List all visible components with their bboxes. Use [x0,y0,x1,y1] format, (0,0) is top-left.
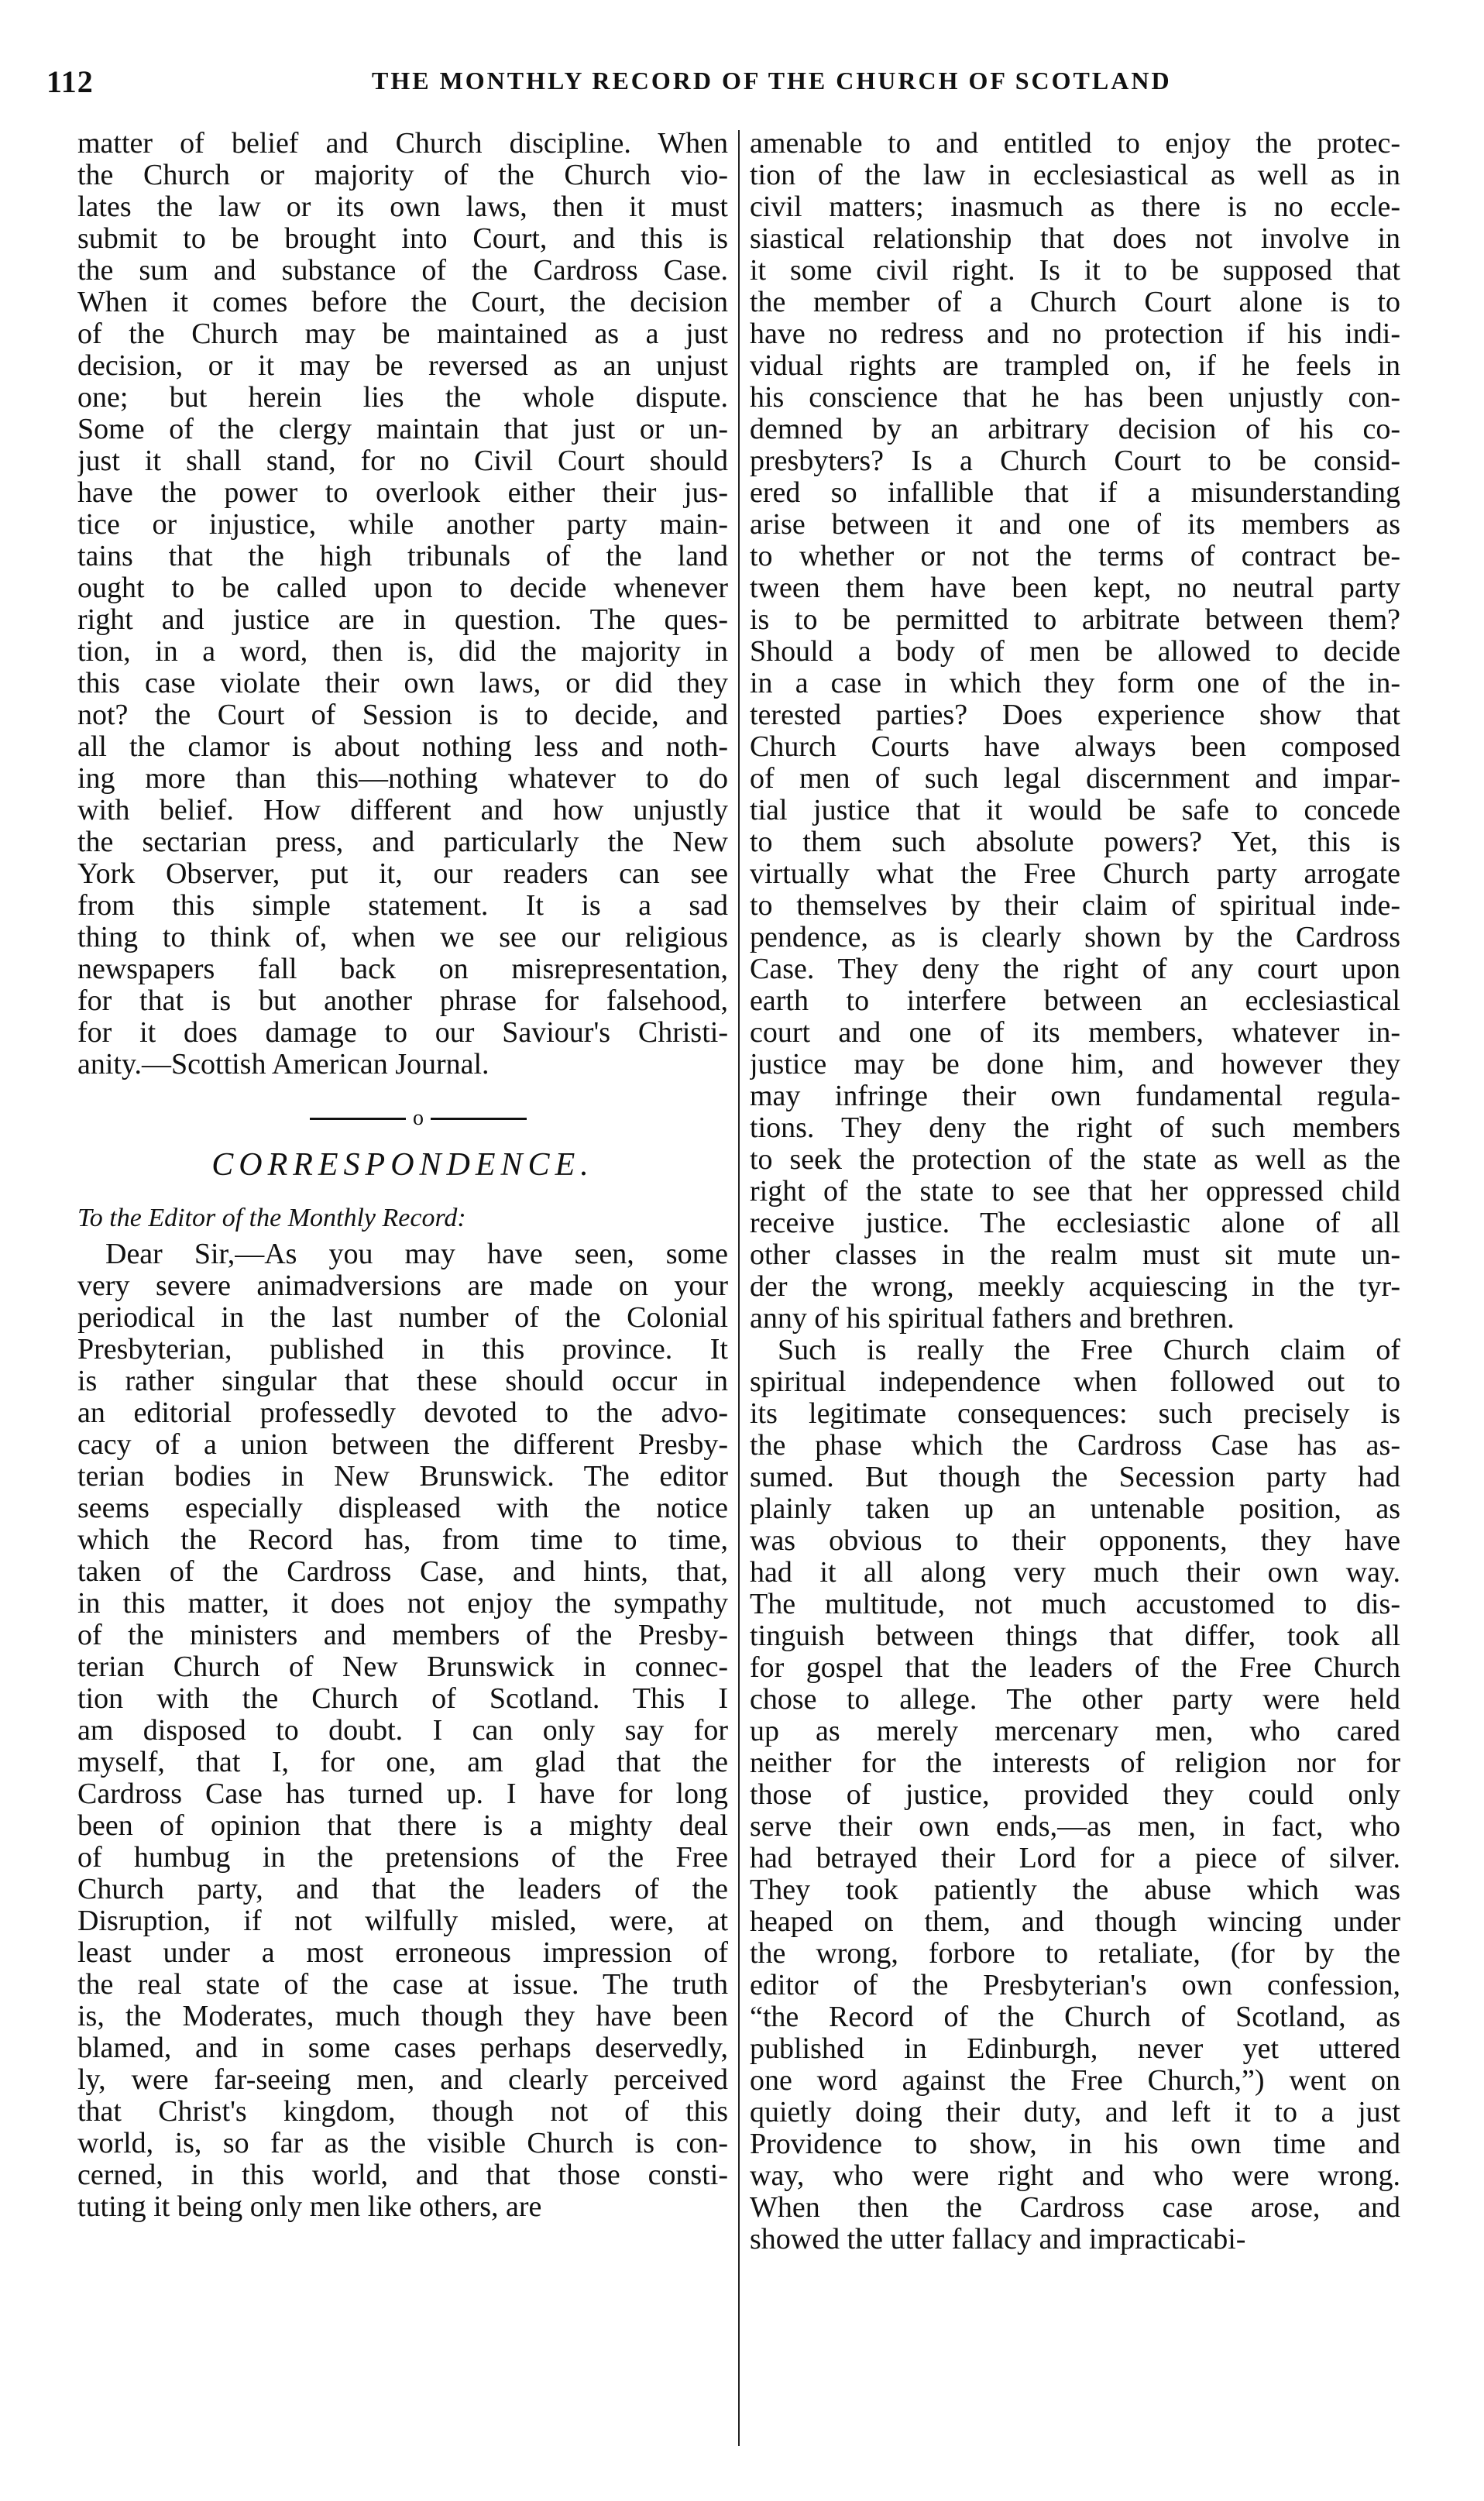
right-column [750,128,1400,2451]
text-line: published in Edinburgh, never yet uttered [750,2033,1400,2065]
text-line: presbyters? Is a Church Court to be consid- [750,445,1400,477]
text-line: least under a most erroneous impression of [77,1937,728,1969]
page-header [46,64,1441,110]
text-line: tions. They deny the right of such members [750,1112,1400,1144]
text-line: the member of a Church Court alone is to [750,287,1400,318]
text-line: Case. They deny the right of any court upon [750,953,1400,985]
page-number: 112 [46,64,94,99]
text-line: up as merely mercenary men, who cared [750,1716,1400,1747]
text-line: to themselves by their claim of spiritual inde- [750,890,1400,922]
running-title: THE MONTHLY RECORD OF THE CHURCH OF SCOTLAND [372,67,1172,94]
text-line: taken of the Cardross Case, and hints, that, [77,1556,728,1588]
text-line: “the Record of the Church of Scotland, as [750,2001,1400,2033]
text-line: tion, in a word, then is, did the majority in [77,636,728,668]
text-line: Such is really the Free Church claim of [778,1335,1400,1366]
text-line: ly, were far-seeing men, and clearly perceived [77,2064,728,2096]
text-line: civil matters; inasmuch as there is no eccle- [750,191,1400,223]
text-line: blamed, and in some cases perhaps deservedly, [77,2032,728,2064]
text-line: those of justice, provided they could only [750,1779,1400,1811]
letter-address: To the Editor of the Monthly Record: [77,1204,466,1232]
text-line: virtually what the Free Church party arrogate [750,858,1400,890]
text-line: right of the state to see that her oppressed child [750,1176,1400,1208]
text-line: the phase which the Cardross Case has as- [750,1430,1400,1462]
text-line: vidual rights are trampled on, if he feels in [750,350,1400,382]
text-line: have the power to overlook either their jus- [77,477,728,509]
text-line: anity.—Scottish American Journal. [77,1049,490,1080]
text-line: to them such absolute powers? Yet, this is [750,826,1400,858]
text-line: the sectarian press, and particularly the New [77,826,728,858]
text-line: submit to be brought into Court, and this is [77,223,728,255]
text-line: the real state of the case at issue. The truth [77,1969,728,2001]
text-line: not? the Court of Session is to decide, and [77,699,728,731]
text-line: pendence, as is clearly shown by the Cardross [750,922,1400,953]
text-line: Presbyterian, published in this province. It [77,1334,728,1366]
text-line: terested parties? Does experience show that [750,699,1400,731]
text-line: neither for the interests of religion nor for [750,1747,1400,1779]
text-line: way, who were right and who were wrong. [750,2160,1400,2192]
text-line: serve their own ends,—as men, in fact, who [750,1811,1400,1843]
text-line: world, is, so far as the visible Church is con- [77,2128,728,2159]
text-line: cacy of a union between the different Presby- [77,1429,728,1461]
column-divider [738,130,740,2446]
text-line: newspapers fall back on misrepresentation, [77,953,728,985]
text-line: der the wrong, meekly acquiescing in the tyr- [750,1271,1400,1303]
text-line: Dear Sir,—As you may have seen, some [105,1238,728,1270]
text-line: had it all along very much their own way. [750,1557,1400,1589]
text-line: am disposed to doubt. I can only say for [77,1715,728,1747]
text-line: have no redress and no protection if his indi- [750,318,1400,350]
text-line: is rather singular that these should occur in [77,1366,728,1397]
text-line: matter of belief and Church discipline. When [77,128,728,160]
text-line: tuting it being only men like others, are [77,2191,542,2223]
text-line: is to be permitted to arbitrate between them? [750,604,1400,636]
text-line: in a case in which they form one of the in- [750,668,1400,699]
letter-body [77,1238,728,2223]
text-line: tice or injustice, while another party main- [77,509,728,541]
text-line: to seek the protection of the state as well as the [750,1144,1400,1176]
section-heading: CORRESPONDENCE. [211,1147,594,1183]
text-line: editor of the Presbyterian's own confession, [750,1970,1400,2001]
text-line: just it shall stand, for no Civil Court should [77,445,728,477]
text-line: to whether or not the terms of contract be- [750,541,1400,572]
text-line: for that is but another phrase for falsehood, [77,985,728,1017]
text-line: showed the utter fallacy and impracticabi- [750,2224,1246,2255]
text-line: it some civil right. Is it to be supposed that [750,255,1400,287]
text-line: an editorial professedly devoted to the advo- [77,1397,728,1429]
text-line: with belief. How different and how unjustly [77,795,728,826]
text-line: of the ministers and members of the Presby- [77,1620,728,1651]
text-line: may infringe their own fundamental regula- [750,1080,1400,1112]
text-line: his conscience that he has been unjustly con- [750,382,1400,414]
text-line: ought to be called upon to decide whenever [77,572,728,604]
text-line: terian bodies in New Brunswick. The editor [77,1461,728,1493]
text-line: York Observer, put it, our readers can see [77,858,728,890]
text-line: periodical in the last number of the Colonial [77,1302,728,1334]
text-line: amenable to and entitled to enjoy the protec- [750,128,1400,160]
text-line: one; but herein lies the whole dispute. [77,382,728,414]
text-line: The multitude, not much accustomed to dis- [750,1589,1400,1620]
text-line: right and justice are in question. The ques- [77,604,728,636]
text-line: that Christ's kingdom, though not of this [77,2096,728,2128]
left-column-body [77,128,728,1080]
text-line: which the Record has, from time to time, [77,1524,728,1556]
text-line: myself, that I, for one, am glad that the [77,1747,728,1778]
text-line: of men of such legal discernment and impar- [750,763,1400,795]
text-line: very severe animadversions are made on your [77,1270,728,1302]
text-line: quietly doing their duty, and left it to a just [750,2097,1400,2128]
text-line: chose to allege. The other party were held [750,1684,1400,1716]
text-line: When then the Cardross case arose, and [750,2192,1400,2224]
text-line: in this matter, it does not enjoy the sympathy [77,1588,728,1620]
text-line: ing more than this—nothing whatever to do [77,763,728,795]
text-line: is, the Moderates, much though they have been [77,2001,728,2032]
text-line: been of opinion that there is a mighty deal [77,1810,728,1842]
text-line: Some of the clergy maintain that just or un- [77,414,728,445]
text-line: lates the law or its own laws, then it must [77,191,728,223]
text-line: tial justice that it would be safe to concede [750,795,1400,826]
text-line: Disruption, if not wilfully misled, were, at [77,1905,728,1937]
text-line: cerned, in this world, and that those consti- [77,2159,728,2191]
text-line: Cardross Case has turned up. I have for long [77,1778,728,1810]
text-line: was obvious to their opponents, they have [750,1525,1400,1557]
text-line: for gospel that the leaders of the Free Church [750,1652,1400,1684]
text-line: anny of his spiritual fathers and brethren. [750,1303,1235,1335]
text-line: sumed. But though the Secession party had [750,1462,1400,1493]
text-line: tinguish between things that differ, took all [750,1620,1400,1652]
text-line: for it does damage to our Saviour's Christi- [77,1017,728,1049]
text-line: seems especially displeased with the notice [77,1493,728,1524]
text-line: from this simple statement. It is a sad [77,890,728,922]
text-line: When it comes before the Court, the decision [77,287,728,318]
text-line: siastical relationship that does not involve in [750,223,1400,255]
text-line: plainly taken up an untenable position, as [750,1493,1400,1525]
text-line: Church Courts have always been composed [750,731,1400,763]
text-line: ered so infallible that if a misunderstanding [750,477,1400,509]
text-line: tion with the Church of Scotland. This I [77,1683,728,1715]
text-line: other classes in the realm must sit mute un- [750,1239,1400,1271]
section-divider [77,1080,728,1142]
text-line: decision, or it may be reversed as an unjust [77,350,728,382]
text-line: earth to interfere between an ecclesiastical [750,985,1400,1017]
right-column-body [750,128,1400,2255]
text-line: tains that the high tribunals of the land [77,541,728,572]
text-line: tween them have been kept, no neutral party [750,572,1400,604]
text-line: its legitimate consequences: such precisely is [750,1398,1400,1430]
text-line: all the clamor is about nothing less and noth- [77,731,728,763]
text-line: thing to think of, when we see our religious [77,922,728,953]
text-line: They took patiently the abuse which was [750,1874,1400,1906]
text-line: tion of the law in ecclesiastical as well as in [750,160,1400,191]
text-line: of the Church may be maintained as a just [77,318,728,350]
text-line: one word against the Free Church,”) went on [750,2065,1400,2097]
text-line: demned by an arbitrary decision of his co- [750,414,1400,445]
text-line: had betrayed their Lord for a piece of silver. [750,1843,1400,1874]
text-line: spiritual independence when followed out to [750,1366,1400,1398]
text-line: receive justice. The ecclesiastic alone of all [750,1208,1400,1239]
text-line: the wrong, forbore to retaliate, (for by the [750,1938,1400,1970]
text-line: Should a body of men be allowed to decide [750,636,1400,668]
left-column [77,128,728,2451]
text-line: the sum and substance of the Cardross Case. [77,255,728,287]
text-line: of humbug in the pretensions of the Free [77,1842,728,1874]
text-line: the Church or majority of the Church vio- [77,160,728,191]
text-line: terian Church of New Brunswick in connec- [77,1651,728,1683]
text-line: justice may be done him, and however they [750,1049,1400,1080]
text-line: court and one of its members, whatever in- [750,1017,1400,1049]
text-line: Church party, and that the leaders of the [77,1874,728,1905]
text-line: Providence to show, in his own time and [750,2128,1400,2160]
text-line: arise between it and one of its members as [750,509,1400,541]
text-line: heaped on them, and though wincing under [750,1906,1400,1938]
text-line: this case violate their own laws, or did they [77,668,728,699]
divider-ornament: o [406,1105,431,1132]
